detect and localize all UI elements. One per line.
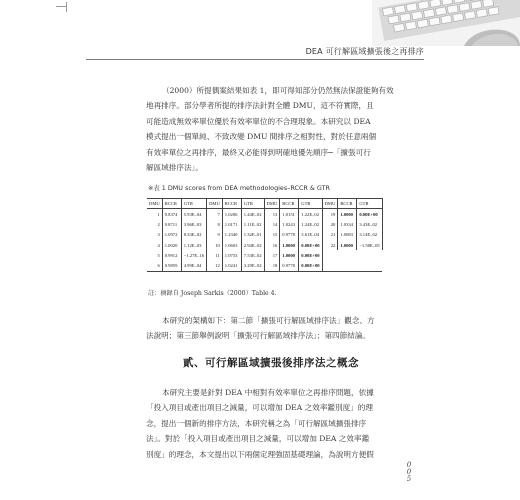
dmu-scores-table: [147, 198, 383, 272]
table-cell: 22: [322, 240, 338, 250]
text-line: 別度」的理念，本文提出以下兩個定理強固基礎理論，為說明方便假: [146, 449, 374, 459]
column-header: GTR: [181, 199, 206, 209]
table-cell: 1.0603: [222, 240, 241, 250]
column-header: GTR: [299, 199, 322, 209]
structure-paragraph: [146, 313, 396, 344]
table-cell: 0.9859: [162, 261, 181, 271]
column-header: DMU: [264, 199, 280, 209]
table-cell: 1.2340: [222, 230, 241, 240]
table-cell: 17: [264, 250, 280, 260]
page-number: [404, 462, 414, 483]
table-cell: 1.0000: [338, 240, 357, 250]
table-cell: 5: [147, 250, 162, 260]
table-cell: 1.0000: [280, 240, 299, 250]
column-header: RCCR: [162, 199, 181, 209]
column-header: RCCR: [222, 199, 241, 209]
intro-paragraph: [146, 83, 396, 175]
table-cell: 7: [207, 209, 223, 219]
table-cell: 8: [207, 219, 223, 229]
column-header: DMU: [322, 199, 338, 209]
table-cell: 0.8711: [162, 219, 181, 229]
page-number-digit: 5: [406, 475, 412, 483]
table-cell: 11: [207, 250, 223, 260]
table-cell: 1.44E–02: [241, 209, 264, 219]
table-cell: 4: [147, 240, 162, 250]
page-number-digit: 0: [406, 461, 412, 469]
table-row: [147, 209, 382, 219]
page-number-digit: 0: [406, 468, 412, 476]
table-header-row: [147, 199, 382, 209]
table-cell: 3.14E–02: [357, 230, 382, 240]
table-row: [147, 250, 382, 260]
table-row: [147, 219, 382, 229]
table-cell: 3.29E–02: [241, 261, 264, 271]
text-line: 有效率單位之再排序，最終又必能得到明確地優先順序─「擴張可行: [146, 147, 371, 157]
table-cell: 1.0171: [222, 219, 241, 229]
table-cell: 0.00E+00: [299, 250, 322, 260]
table-cell: [357, 250, 382, 260]
text-line: 本研究的架構如下：第二節「擴張可行解區域排序法」觀念、方: [162, 316, 375, 325]
table-cell: −1.58E–05: [357, 240, 382, 250]
column-header: DMU: [207, 199, 223, 209]
table-cell: 15: [264, 230, 280, 240]
table-cell: 6: [147, 261, 162, 271]
table-cell: 1.0000: [280, 250, 299, 260]
table-cell: −1.27E–16: [181, 250, 206, 260]
text-line: 法說明；第三節舉例說明「擴張可行解區域排序法」；第四節結論。: [146, 331, 371, 341]
text-line: 本研究主要是針對 DEA 中相對有效率單位之再排序問題，依據: [162, 388, 374, 397]
text-line: 模式提出一個單純、不致改變 DMU 間排序之相對性，對於任意兩個: [146, 132, 377, 142]
table-cell: 0.00E+00: [299, 240, 322, 250]
table-cell: 21: [322, 230, 338, 240]
table-cell: 1.0000: [338, 209, 357, 219]
table-cell: [322, 261, 338, 271]
text-line: 法」。對於「投入項目或產出項目之減量，可以增加 DEA 之效率鑑: [146, 434, 370, 444]
table-cell: 1: [147, 209, 162, 219]
table-cell: 1.0151: [280, 209, 299, 219]
table-cell: 3.43E–02: [357, 219, 382, 229]
table-cell: 1.11E–02: [241, 219, 264, 229]
table-cell: 18: [264, 261, 280, 271]
table-cell: [322, 250, 338, 260]
column-header: GTR: [241, 199, 264, 209]
table-cell: 0.8374: [162, 209, 181, 219]
section-paragraph: [146, 385, 396, 462]
table-cell: 3: [147, 230, 162, 240]
text-line: 解區域排序法」。: [146, 163, 203, 173]
table-cell: 0.00E+00: [299, 261, 322, 271]
text-line: （2000）所提偶案結果如表 1，即可得知部分仍然無法保證能夠有效: [162, 86, 394, 95]
table-cell: 1.22E–02: [299, 209, 322, 219]
table-cell: 2.94E–02: [241, 240, 264, 250]
table-cell: 10: [207, 240, 223, 250]
header-rule: [86, 59, 424, 60]
table-cell: 0.9778: [280, 230, 299, 240]
table-source-note: 註：摘錄自 Joseph Sarkis（2000）Table 4.: [148, 290, 277, 297]
table-cell: 0.9912: [162, 250, 181, 260]
table-cell: 1.0206: [222, 209, 241, 219]
table-row: [147, 240, 382, 250]
table-cell: 3.96E–03: [181, 219, 206, 229]
table-cell: 2: [147, 219, 162, 229]
table-cell: 1.0241: [222, 261, 241, 271]
text-line: 地再排序。部分學者所提的排序法針對全體 DMU，這不符實際，且: [146, 101, 374, 111]
column-header: DMU: [147, 199, 162, 209]
column-header: RCCR: [280, 199, 299, 209]
table-cell: [357, 261, 382, 271]
table-cell: 0.00E+00: [357, 209, 382, 219]
table-cell: 12: [207, 261, 223, 271]
table-cell: 14: [264, 219, 280, 229]
table-cell: 9: [207, 230, 223, 240]
table-cell: 1.0083: [338, 230, 357, 240]
column-header: RCCR: [338, 199, 357, 209]
table-cell: 1.24E–02: [299, 219, 322, 229]
table-cell: 20: [322, 219, 338, 229]
keyboard-photo: [372, 0, 520, 46]
table-cell: 4.99E–04: [181, 261, 206, 271]
section-heading: 貳、可行解區域擴張後排序法之概念: [183, 357, 359, 369]
table-cell: 5.93E–04: [181, 209, 206, 219]
table-row: [147, 230, 382, 240]
table-cell: 1.12E–03: [181, 240, 206, 250]
table-cell: 1.0020: [162, 240, 181, 250]
table-cell: 8.33E–02: [181, 230, 206, 240]
table-cell: 16: [264, 240, 280, 250]
table-cell: 0.9778: [280, 261, 299, 271]
text-line: 念，提出一個新的排序方法，本研究稱之為「可行解區域擴張排序: [146, 418, 367, 428]
table-cell: [338, 250, 357, 260]
table-cell: 19: [322, 209, 338, 219]
table-cell: 1.0972: [162, 230, 181, 240]
table-cell: [338, 261, 357, 271]
table-cell: 1.0243: [280, 219, 299, 229]
table-cell: 1.0334: [338, 219, 357, 229]
text-line: 可能造成無效率單位優於有效率單位的不合理現象。本研究以 DEA: [146, 116, 371, 126]
table-cell: 3.61E–04: [299, 230, 322, 240]
running-header-title: DEA 可行解區域擴張後之再排序: [305, 47, 424, 56]
table-cell: 1.32E–01: [241, 230, 264, 240]
text-line: 「投入項目或產出項目之減量，可以增加 DEA 之效率鑑別度」的理: [146, 403, 373, 413]
table-caption: ※表 1 DMU scores from DEA methodologies–RCCR & GTR: [148, 184, 330, 192]
table-cell: 1.0753: [222, 250, 241, 260]
table-cell: 13: [264, 209, 280, 219]
column-header: GTR: [357, 199, 382, 209]
table-cell: 7.53E–02: [241, 250, 264, 260]
table-row: [147, 261, 382, 271]
corner-crop-mark: [56, 2, 72, 12]
